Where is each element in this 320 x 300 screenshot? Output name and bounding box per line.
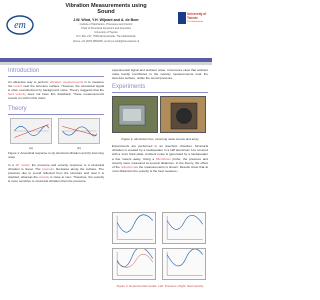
theory-figure [8, 118, 104, 152]
title-block [46, 3, 166, 43]
poster-authors: J.W. Wind, Y.H. Wijnant and A. de Boer [73, 17, 139, 22]
theory-plot-b [58, 118, 100, 144]
experiments-text: Experiments are performed in an anechoic chamber. Structural vibration is created by a loudspeaker in a stiff aluminium box covered with a 1mm thick plate. Ambient noise is generated by a loudspeaker a few meters away. Using a Microflown probe, the pressure and velocity were measured at several distances. In the theory, the effect of the reflection on the measurements is shown. Results show that at most distances the velocity is the best measure... [112, 144, 208, 173]
poster-title-line2: Sound [97, 9, 115, 16]
header-shadow-band [0, 62, 212, 65]
affiliation-line: Chair of Structural Dynamics and Acoustics [81, 27, 131, 31]
introduction-heading: Introduction [8, 68, 40, 74]
result-plot-bottom-left [112, 248, 156, 280]
aluminium-box-photo [112, 96, 158, 133]
result-plot-top-left [112, 212, 156, 244]
figure-label-a: (a) [29, 146, 33, 151]
left-column [8, 68, 104, 184]
section-rule [112, 92, 208, 93]
imc-logo [6, 14, 34, 36]
section-rule [8, 114, 104, 115]
affiliation-line: P.O. Box 217, 7500 AE Enschede, The Netherlands [76, 35, 136, 39]
theory-heading: Theory [8, 106, 27, 113]
figure-label-b: (b) [77, 146, 81, 151]
experiments-heading: Experiments [112, 84, 146, 91]
right-intro-text: experimental signal and ambient noise, it becomes clear that ambient noise hardly contributes to the velocity measurements near the structure surface, unlike the sound pressure. [112, 68, 208, 81]
right-column [112, 68, 208, 173]
section-rule [8, 76, 104, 77]
results-figure [112, 212, 208, 282]
affiliation-line: phone +31 (0)53 4894600, email j.w.wind@ctw.utwente.nl [72, 39, 140, 43]
university-logo [178, 12, 210, 40]
university-name: University of Twente [187, 12, 207, 20]
theory-text: In a 1D model, the pressure and velocity response to a structural vibration is linear. The pressure fluctuates along the surface. The pressure due to sound reflected from the structure and near it is doubled, whereas the velocity is close to zero. Therefore, the velocity is more sensitive to structural vibration than the pressure. [8, 163, 105, 184]
poster-header [0, 0, 212, 58]
theory-plot-a [10, 118, 52, 144]
experiment-photos [112, 96, 208, 136]
university-crest-icon [178, 12, 186, 24]
figure-1-caption: Figure 1: Acoustical response to (a) structural vibration and (b) incoming noise [8, 151, 104, 160]
result-plot-bottom-right [162, 248, 206, 280]
figure-2-caption: Figure 2: aluminium box, incoming noise source and array [121, 137, 199, 142]
noise-source-photo [160, 96, 206, 133]
figure-3-caption: Figure 3: Experimental results. Left: Pressure, Right: fluid velocity [116, 284, 204, 288]
introduction-text: An attractive way to perform vibration measurements is to measure the sound near the structure surface. However, the acoustical signal is often overwhelmed by background noise. Theory suggests that the field velocity does not have this drawback. These measurements results to confirm this claim. [8, 80, 105, 101]
result-plot-top-right [162, 212, 206, 244]
poster-title-line1: Vibration Measurements using [65, 3, 147, 9]
logo-text: em [14, 20, 26, 31]
affiliation-line: University of Twente [94, 31, 118, 35]
affiliation-line: Institute of Mechanics, Processes and Control [79, 22, 133, 26]
university-tagline: The Netherlands [187, 21, 204, 23]
